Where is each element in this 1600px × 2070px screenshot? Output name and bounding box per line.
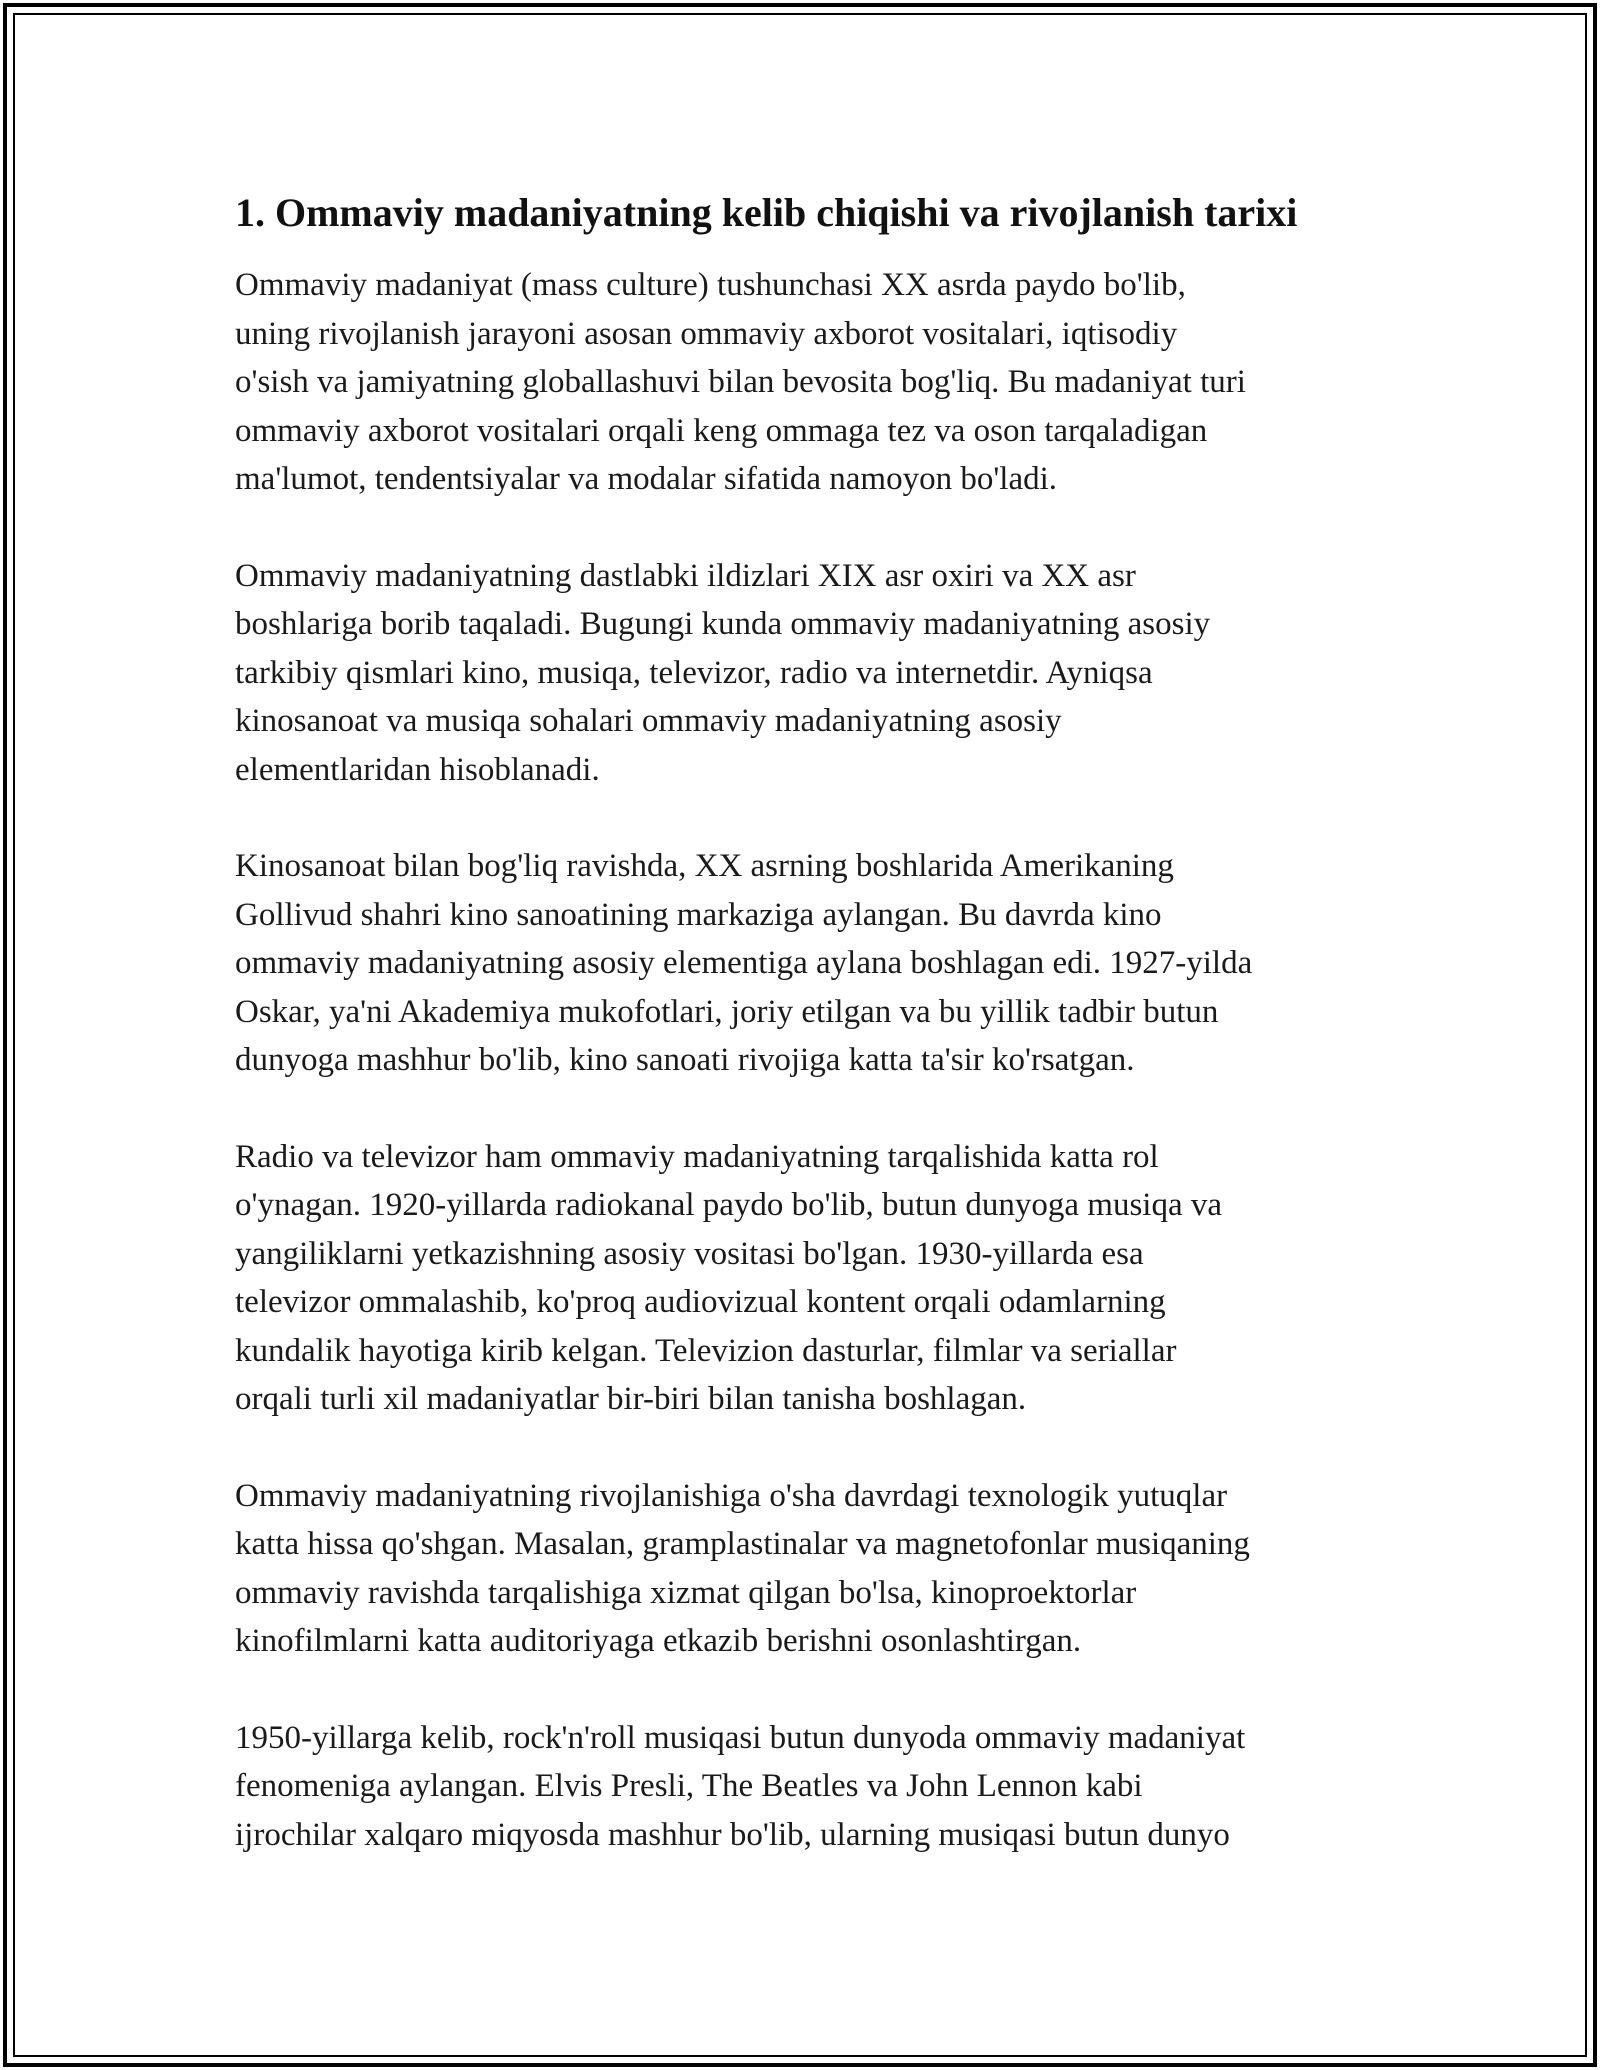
paragraph-2: Ommaviy madaniyatning dastlabki ildizlari XIX asr oxiri va XX asr boshlariga borib taqaladi. Bugungi kunda ommaviy madaniyatning asosiy tarkibiy qismlari kino, musiqa, televizor, radio va internetdir. Ayniqsa kinosanoat va musiqa sohalari ommaviy madaniyatning asosiy elementlaridan hisoblanadi. [235, 557, 1211, 788]
paragraph-4: Radio va televizor ham ommaviy madaniyatning tarqalishida katta rol o'ynagan. 1920-yillarda radiokanal paydo bo'lib, butun dunyoga musiqa va yangiliklarni yetkazishning asosiy vositasi bo'lgan. 1930-yillarda esa televizor ommalashib, ko'proq audiovizual kontent orqali odamlarning kundalik hayotiga kirib kelgan. Televizion dasturlar, filmlar va seriallar orqali turli xil madaniyatlar bir-biri bilan tanisha boshlagan. [235, 1138, 1223, 1417]
paragraph-6: 1950-yillarga kelib, rock'n'roll musiqasi butun dunyoda ommaviy madaniyat fenomeniga aylangan. Elvis Presli, The Beatles va John Lennon kabi ijrochilar xalqaro miqyosda mashhur bo'lib, ularning musiqasi butun dunyo [235, 1719, 1246, 1853]
section-heading: 1. Ommaviy madaniyatning kelib chiqishi va rivojlanish tarixi [235, 190, 1298, 235]
paragraph-5: Ommaviy madaniyatning rivojlanishiga o'sha davrdagi texnologik yutuqlar katta hissa qo'shgan. Masalan, gramplastinalar va magnetofonlar musiqaning ommaviy ravishda tarqalishiga xizmat qilgan bo'lsa, kinoproektorlar kinofilmlarni katta auditoriyaga etkazib berishni osonlashtirgan. [235, 1477, 1250, 1659]
paragraph-1: Ommaviy madaniyat (mass culture) tushunchasi XX asrda paydo bo'lib, uning rivojlanish jarayoni asosan ommaviy axborot vositalari, iqtisodiy o'sish va jamiyatning globallashuvi bilan bevosita bog'liq. Bu madaniyat turi ommaviy axborot vositalari orqali keng ommaga tez va oson tarqaladigan ma'lumot, tendentsiyalar va modalar sifatida namoyon bo'ladi. [235, 267, 1246, 497]
paragraph-3: Kinosanoat bilan bog'liq ravishda, XX asrning boshlarida Amerikaning Gollivud shahri kino sanoatining markaziga aylangan. Bu davrda kino ommaviy madaniyatning asosiy elementiga aylana boshlagan edi. 1927-yilda Oskar, ya'ni Akademiya mukofotlari, joriy etilgan va bu yillik tadbir butun dunyoga mashhur bo'lib, kino sanoati rivojiga katta ta'sir ko'rsatgan. [235, 848, 1253, 1078]
document-body [235, 185, 1375, 1859]
